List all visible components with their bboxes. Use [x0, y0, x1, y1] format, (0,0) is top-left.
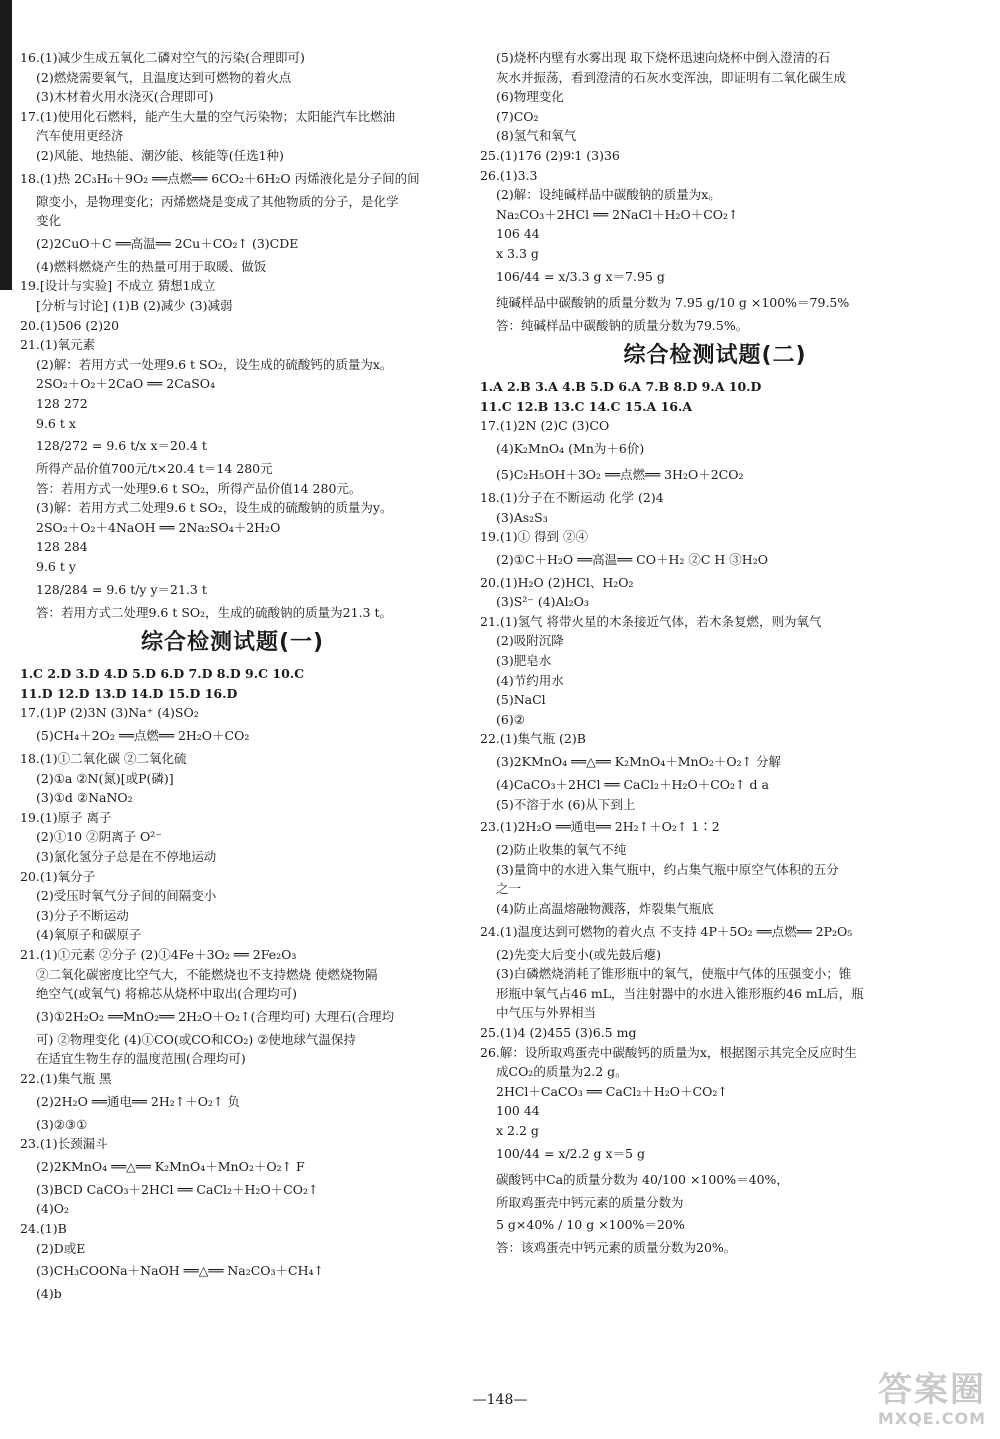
- answer-line: (4)b: [36, 1286, 62, 1302]
- answer-line: (2)解：设纯碱样品中碳酸钠的质量为x。: [496, 187, 721, 203]
- answer-line: (3)S²⁻ (4)Al₂O₃: [496, 594, 589, 610]
- answer-line: 2HCl＋CaCO₃ ══ CaCl₂＋H₂O＋CO₂↑: [496, 1083, 728, 1099]
- answer-line: 23.(1)长颈漏斗: [20, 1136, 108, 1152]
- answer-line: (2)①C＋H₂O ══高温══ CO＋H₂ ②C H ③H₂O: [496, 551, 768, 567]
- answer-line: 变化: [36, 213, 62, 229]
- answer-line: 25.(1)176 (2)9∶1 (3)36: [480, 147, 620, 163]
- answer-line: 19.(1)① 得到 ②④: [480, 529, 589, 545]
- answer-line: 5 g×40% / 10 g ×100%＝20%: [496, 1217, 685, 1233]
- answer-line: (3)BCD CaCO₃＋2HCl ══ CaCl₂＋H₂O＋CO₂↑: [36, 1181, 319, 1197]
- answer-line: 106 44: [496, 226, 540, 242]
- answer-line: (3)木材着火用水浇灭(合理即可): [36, 89, 214, 105]
- answer-line: 17.(1)使用化石燃料，能产生大量的空气污染物；太阳能汽车比燃油: [20, 108, 396, 124]
- answer-line: (2)2H₂O ══通电══ 2H₂↑＋O₂↑ 负: [36, 1093, 240, 1109]
- answer-line: 100/44 = x/2.2 g x＝5 g: [496, 1145, 645, 1161]
- answer-line: 23.(1)2H₂O ══通电══ 2H₂↑＋O₂↑ 1∶2: [480, 819, 720, 835]
- answer-line: (8)氢气和氧气: [496, 128, 577, 144]
- answer-line: 20.(1)H₂O (2)HCl、H₂O₂: [480, 574, 634, 590]
- answer-line: (5)NaCl: [496, 692, 546, 708]
- answer-line: ②二氧化碳密度比空气大，不能燃烧也不支持燃烧 使燃烧物隔: [36, 966, 378, 982]
- answer-line: 128 284: [36, 539, 88, 555]
- answer-line: (5)烧杯内壁有水雾出现 取下烧杯迅速向烧杯中倒入澄清的石: [496, 50, 831, 65]
- answer-line: Na₂CO₃＋2HCl ══ 2NaCl＋H₂O＋CO₂↑: [496, 206, 739, 222]
- answer-line: 碳酸钙中Ca的质量分数为 40/100 ×100%＝40%，: [496, 1171, 789, 1187]
- answer-line: 21.(1)氢气 将带火星的木条接近气体，若木条复燃，则为氧气: [480, 613, 822, 629]
- scan-binding-edge: [0, 0, 12, 290]
- answer-line: 128 272: [36, 395, 88, 411]
- answer-line: [分析与讨论] (1)B (2)减少 (3)减弱: [36, 297, 233, 313]
- answer-line: 2SO₂＋O₂＋4NaOH ══ 2Na₂SO₄＋2H₂O: [36, 519, 281, 535]
- answer-line: (6)物理变化: [496, 89, 564, 105]
- answer-line: 26.(1)3.3: [480, 167, 538, 183]
- answer-line: 绝空气(或氧气) 将棉芯从烧杯中取出(合理均可): [36, 986, 297, 1002]
- answer-line: (2)先变大后变小(或先鼓后瘪): [496, 946, 661, 962]
- answer-line: (3)肥皂水: [496, 653, 552, 669]
- answer-line: 26.解：设所取鸡蛋壳中碳酸钙的质量为x，根据图示其完全反应时生: [480, 1044, 857, 1060]
- answer-line: (4)氧原子和碳原子: [36, 927, 142, 943]
- answer-line: 24.(1)B: [20, 1220, 67, 1236]
- answer-line: 18.(1)热 2C₃H₆＋9O₂ ══点燃══ 6CO₂＋6H₂O 丙烯液化是分子间的间: [20, 170, 420, 186]
- answer-line: 21.(1)氧元素: [20, 337, 96, 353]
- answer-line: 17.(1)P (2)3N (3)Na⁺ (4)SO₂: [20, 705, 199, 721]
- answer-line: 17.(1)2N (2)C (3)CO: [480, 418, 610, 434]
- answer-line: 灰水并振荡，看到澄清的石灰水变浑浊，即证明有二氧化碳生成: [496, 69, 847, 85]
- answer-key-line: 11.D 12.D 13.D 14.D 15.D 16.D: [20, 685, 238, 701]
- answer-line: (3)②③①: [36, 1116, 88, 1132]
- answer-line: 答：若用方式二处理9.6 t SO₂，生成的硫酸钠的质量为21.3 t。: [36, 604, 393, 620]
- answer-line: (2)风能、地热能、潮汐能、核能等(任选1种): [36, 147, 284, 163]
- answer-line: 答：若用方式一处理9.6 t SO₂，所得产品价值14 280元。: [36, 480, 362, 496]
- answer-line: (2)解：若用方式一处理9.6 t SO₂，设生成的硫酸钙的质量为x。: [36, 356, 393, 372]
- answer-line: 18.(1)①二氧化碳 ②二氧化硫: [20, 751, 187, 767]
- answer-line: (2)2CuO＋C ══高温══ 2Cu＋CO₂↑ (3)CDE: [36, 235, 299, 251]
- answer-line: 所得产品价值700元/t×20.4 t＝14 280元: [36, 461, 273, 477]
- answer-line: 22.(1)集气瓶 (2)B: [480, 731, 586, 747]
- answer-line: 25.(1)4 (2)455 (3)6.5 mg: [480, 1024, 637, 1040]
- answer-line: (3)2KMnO₄ ══△══ K₂MnO₄＋MnO₂＋O₂↑ 分解: [496, 754, 782, 770]
- answer-line: 可) ②物理变化 (4)①CO(或CO和CO₂) ②使地球气温保持: [36, 1031, 356, 1047]
- answer-line: 答：该鸡蛋壳中钙元素的质量分数为20%。: [496, 1240, 737, 1256]
- answer-key-line: 11.C 12.B 13.C 14.C 15.A 16.A: [480, 398, 693, 414]
- answer-line: (6)②: [496, 711, 525, 727]
- answer-line: (5)CH₄＋2O₂ ══点燃══ 2H₂O＋CO₂: [36, 728, 250, 744]
- answer-line: 9.6 t x: [36, 415, 76, 431]
- answer-line: (2)受压时氧气分子间的间隔变小: [36, 888, 217, 904]
- answer-line: (4)K₂MnO₄ (Mn为＋6价): [496, 440, 645, 456]
- answer-line: 中气压与外界相当: [496, 1005, 597, 1021]
- answer-line: 21.(1)①元素 ②分子 (2)①4Fe＋3O₂ ══ 2Fe₂O₃: [20, 946, 297, 962]
- answer-line: (4)节约用水: [496, 672, 564, 688]
- watermark-logo-text: 答案圈: [878, 1370, 986, 1410]
- watermark-url: MXQE.COM: [877, 1409, 986, 1428]
- answer-line: (4)O₂: [36, 1201, 69, 1217]
- answer-line: (2)①10 ②阴离子 O²⁻: [36, 829, 162, 845]
- answer-line: (5)C₂H₅OH＋3O₂ ══点燃══ 3H₂O＋2CO₂: [496, 466, 744, 482]
- section-title: 综合检测试题(一): [140, 630, 325, 656]
- answer-line: 所取鸡蛋壳中钙元素的质量分数为: [496, 1194, 684, 1210]
- answer-line: (2)吸附沉降: [496, 633, 564, 649]
- answer-key-line: 1.C 2.D 3.D 4.D 5.D 6.D 7.D 8.D 9.C 10.C: [20, 666, 305, 682]
- answer-line: x 2.2 g: [496, 1122, 539, 1138]
- answer-line: 20.(1)506 (2)20: [20, 317, 120, 333]
- answer-line: (4)CaCO₃＋2HCl ══ CaCl₂＋H₂O＋CO₂↑ d a: [496, 777, 769, 793]
- answer-key-line: 1.A 2.B 3.A 4.B 5.D 6.A 7.B 8.D 9.A 10.D: [480, 379, 762, 395]
- answer-line: (3)量筒中的水进入集气瓶中，约占集气瓶中原空气体积的五分: [496, 861, 839, 877]
- answer-column-left: [20, 48, 445, 1304]
- answer-line: 汽车使用更经济: [36, 128, 124, 144]
- answer-line: (2)①a ②N(氮)[或P(磷)]: [36, 770, 174, 786]
- answer-line: (4)燃料燃烧产生的热量可用于取暖、做饭: [36, 258, 267, 274]
- answer-line: 100 44: [496, 1103, 540, 1119]
- answer-line: 隙变小，是物理变化；丙烯燃烧是变成了其他物质的分子，是化学: [36, 193, 399, 209]
- answer-line: 之一: [496, 881, 522, 897]
- answer-line: 19.(1)原子 离子: [20, 809, 112, 825]
- answer-line: 22.(1)集气瓶 黑: [20, 1070, 112, 1086]
- answer-line: 128/272 = 9.6 t/x x＝20.4 t: [36, 438, 207, 454]
- answer-line: (3)白磷燃烧消耗了锥形瓶中的氧气，使瓶中气体的压强变小；锥: [496, 966, 852, 982]
- answer-line: (5)不溶于水 (6)从下到上: [496, 796, 636, 812]
- answer-line: 纯碱样品中碳酸钠的质量分数为 7.95 g/10 g ×100%＝79.5%: [496, 294, 850, 310]
- answer-line: 9.6 t y: [36, 559, 76, 575]
- answer-line: 128/284 = 9.6 t/y y＝21.3 t: [36, 581, 207, 597]
- answer-line: (2)2KMnO₄ ══△══ K₂MnO₄＋MnO₂＋O₂↑ F: [36, 1158, 305, 1174]
- answer-line: (3)①2H₂O₂ ══MnO₂══ 2H₂O＋O₂↑(合理均可) 大理石(合理均: [36, 1008, 395, 1024]
- answer-line: (2)防止收集的氧气不纯: [496, 842, 627, 858]
- answer-line: (3)分子不断运动: [36, 907, 129, 923]
- answer-line: 19.[设计与实验] 不成立 猜想1成立: [20, 278, 216, 294]
- answer-line: (4)防止高温熔融物溅落，炸裂集气瓶底: [496, 901, 714, 916]
- answer-line: (2)燃烧需要氧气，且温度达到可燃物的着火点: [36, 69, 292, 85]
- answer-line: 答：纯碱样品中碳酸钠的质量分数为79.5%。: [496, 317, 749, 333]
- answer-line: (3)解：若用方式二处理9.6 t SO₂，设生成的硫酸钠的质量为y。: [36, 500, 393, 516]
- answer-line: 形瓶中氧气占46 mL，当注射器中的水进入锥形瓶约46 mL后，瓶: [496, 985, 864, 1001]
- answer-line: (3)CH₃COONa＋NaOH ══△══ Na₂CO₃＋CH₄↑: [36, 1263, 325, 1279]
- answer-line: 20.(1)氧分子: [20, 868, 96, 884]
- answer-line: 在适宜生物生存的温度范围(合理均可): [36, 1051, 246, 1067]
- page-number: —148—: [472, 1392, 528, 1408]
- answer-line: (3)氯化氢分子总是在不停地运动: [36, 849, 217, 864]
- answer-line: (7)CO₂: [496, 108, 539, 124]
- answer-line: 24.(1)温度达到可燃物的着火点 不支持 4P＋5O₂ ══点燃══ 2P₂O₅: [480, 923, 853, 939]
- answer-line: (2)D或E: [36, 1240, 86, 1256]
- answer-line: 106/44 = x/3.3 g x＝7.95 g: [496, 268, 665, 284]
- answer-line: x 3.3 g: [496, 245, 539, 261]
- answer-line: (3)①d ②NaNO₂: [36, 790, 133, 806]
- site-watermark-logo: [786, 1371, 986, 1433]
- answer-line: 18.(1)分子在不断运动 化学 (2)4: [480, 489, 664, 505]
- section-title: 综合检测试题(二): [623, 343, 807, 369]
- answer-line: 2SO₂＋O₂＋2CaO ══ 2CaSO₄: [36, 376, 216, 392]
- answer-column-right: [480, 48, 950, 1258]
- answer-line: 16.(1)减少生成五氧化二磷对空气的污染(合理即可): [20, 50, 305, 65]
- answer-line: (3)As₂S₃: [496, 509, 548, 525]
- answer-line: 成CO₂的质量为2.2 g。: [496, 1064, 628, 1080]
